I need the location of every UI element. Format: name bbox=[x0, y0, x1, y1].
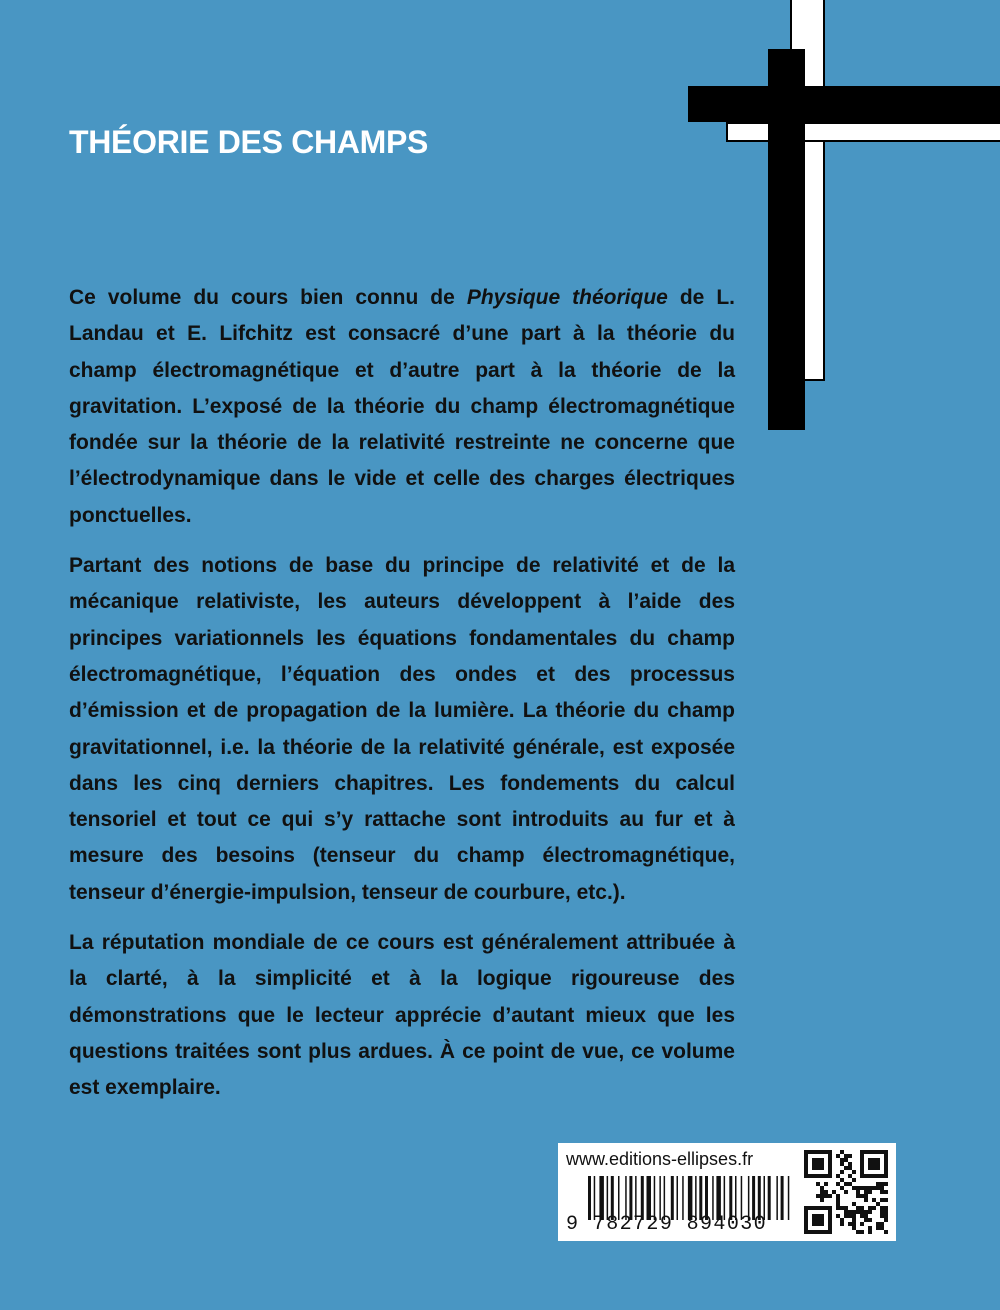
barcode-panel bbox=[558, 1143, 896, 1241]
paragraph-3: La réputation mondiale de ce cours est généralement attribuée à la clarté, à la simplicité et à la logique rigoureuse des démonstrations que le lecteur apprécie d’autant mieux que les questions traitées sont plus ardues. À ce point de vue, ce volume est exemplaire. bbox=[69, 931, 735, 1100]
cross-black-horizontal bbox=[688, 86, 1000, 122]
paragraph-1: Ce volume du cours bien connu de Physique théorique de L. Landau et E. Lifchitz est consacré d’une part à la théorie du champ électromagnétique et d’autre part à la théorie de la gravitation. L’exposé de la théorie du champ électromagnétique fondée sur la théorie de la relativité restreinte ne concerne que l’électrodynamique dans le vide et celle des charges électriques ponctuelles. bbox=[69, 286, 735, 527]
blurb-text bbox=[69, 280, 735, 1121]
cover-title: THÉORIE DES CHAMPS bbox=[69, 124, 429, 160]
isbn-number: 9 782729 894030 bbox=[566, 1213, 768, 1236]
qr-code-icon bbox=[804, 1150, 888, 1234]
italic-series-title: Physique théorique bbox=[466, 286, 668, 309]
publisher-website: www.editions-ellipses.fr bbox=[566, 1149, 754, 1169]
paragraph-2: Partant des notions de base du principe de relativité et de la mécanique relativiste, les auteurs développent à l’aide des principes variationnels les équations fondamentales du champ électromagnétique, l’équation des ondes et des processus d’émission et de propagation de la lumière. La théorie du champ gravitationnel, i.e. la théorie de la relativité générale, est exposée dans les cinq derniers chapitres. Les fondements du calcul tensoriel et tout ce qui s’y rattache sont introduits au fur et à mesure des besoins (tenseur du champ électromagnétique, tenseur d’énergie-impulsion, tenseur de courbure, etc.). bbox=[69, 554, 735, 904]
